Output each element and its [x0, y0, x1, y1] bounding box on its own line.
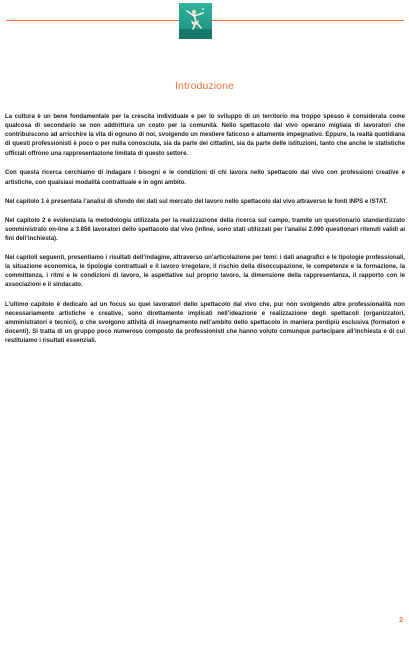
paragraph-chapter-2: Nel capitolo 2 è evidenziata la metodologia utilizzata per la realizzazione della ricerca sul campo, tramite un questionario standardizzato somministrato on-line a 3.856 lavoratori dello spettacolo dal vivo (infine, sono stati utilizzati per l’analisi 2.090 questionari ritenuti validi ai fini dell’inchiesta). [5, 217, 405, 243]
paragraph-intro: La cultura è un bene fondamentale per la crescita individuale e per lo sviluppo di un territorio ma troppo spesso è considerata come qualcosa di secondario se non addirittura un costo per la comunità. Nello spettacolo dal vivo operano migliaia di lavoratori che contribuiscono ad arricchire la vita di ognuno di noi, svolgendo un mestiere faticoso e altamente impegnativo. Eppure, la realtà quotidiana di questi professionisti è poco o per nulla conosciuta, sia da parte dei cittadini, sia da parte delle istituzioni, tanto che anche le statistiche ufficiali offrono una rappresentazione limitata di questo settore. [5, 114, 405, 157]
page-number: 2 [399, 617, 403, 624]
paragraph-chapter-1: Nel capitolo 1 è presentata l’analisi di sfondo dei dati sul mercato del lavoro nello spettacolo dal vivo attraverso le fonti INPS e ISTAT. [5, 199, 388, 206]
paragraph-following-chapters: Nei capitoli seguenti, presentiamo i risultati dell’indagine, attraverso un’articolazione per temi: i dati anagrafici e le tipologie professionali, la situazione economica, le tipologie contrattuali e il lavoro irregolare, il rischio della disoccupazione, le competenze e la formazione, la committenza, i ritmi e le condizioni di lavoro, le aspettative sul proprio lavoro, la dimensione della rappresentanza, il rapporto con le associazioni e il sindacato. [5, 254, 405, 288]
paragraph-research-aim: Con questa ricerca cerchiamo di indagare i bisogni e le condizioni di chi lavora nello spettacolo dal vivo con professioni creative e artistiche, con qualsiasi modalità contrattuale e in ogni ambito. [5, 170, 405, 186]
body-text [5, 113, 405, 356]
paragraph-last-chapter: L’ultimo capitolo è dedicato ad un focus su quei lavoratori dello spettacolo dal vivo che, pur non svolgendo altre professionalità non necessariamente artistiche e creative, sono direttamente implicati nell’ideazione e realizzazione degli spettacoli (organizzatori, amministratori e tecnici), o che svolgono attività di insegnamento nell’ambito dello spettacolo in maniera perdipiù esclusiva (formatori e docenti). Si tratta di un gruppo poco numeroso composto da professionisti che hanno voluto comunque partecipare all’inchiesta e di cui restituiamo i risultati essenziali. [5, 301, 405, 345]
page-title: Introduzione [175, 80, 234, 92]
dancer-figure-icon [179, 3, 212, 39]
